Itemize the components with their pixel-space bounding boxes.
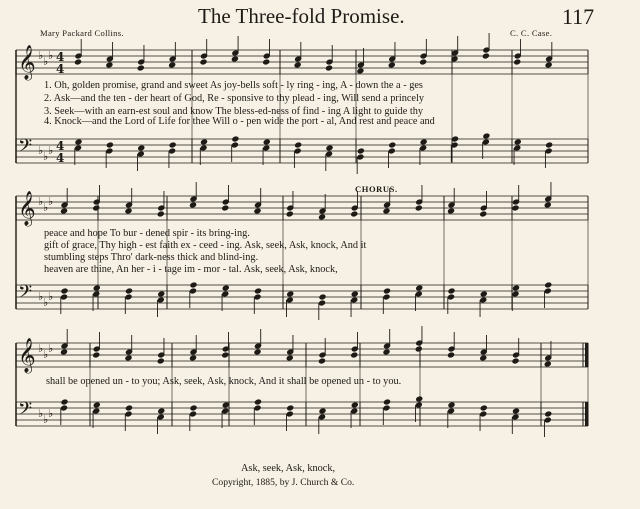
note-head bbox=[415, 395, 423, 402]
note-head bbox=[157, 210, 165, 217]
note-head bbox=[189, 354, 197, 361]
note-head bbox=[124, 207, 132, 214]
note-head bbox=[480, 404, 488, 411]
note-head bbox=[157, 407, 165, 414]
verse-line-9: shall be opened un - to you; Ask, seek, Ask, knock, And it shall be opened un - to you. bbox=[46, 376, 402, 387]
time-signature: 4 bbox=[56, 50, 65, 64]
note-head bbox=[125, 404, 133, 411]
note-head bbox=[447, 287, 455, 294]
note-head bbox=[482, 132, 490, 139]
bass-clef-icon: 𝄢 bbox=[18, 136, 33, 161]
verse-line-2: 2. Ask—and the ten - der heart of God, Re - sponsive to thy plead - ing, Will send a princely bbox=[44, 93, 425, 104]
note-head bbox=[231, 55, 239, 62]
time-signature: 4 bbox=[56, 139, 65, 153]
note-head bbox=[189, 281, 197, 288]
flat-icon: ♭ bbox=[48, 290, 54, 303]
note-head bbox=[60, 207, 68, 214]
note-head bbox=[318, 357, 326, 364]
note-head bbox=[325, 144, 333, 151]
note-head bbox=[157, 290, 165, 297]
flat-icon: ♭ bbox=[48, 342, 54, 355]
note-head bbox=[383, 398, 391, 405]
note-head bbox=[189, 201, 197, 208]
note-head bbox=[93, 284, 101, 291]
composer-credit: C. C. Case. bbox=[510, 28, 553, 38]
flat-icon: ♭ bbox=[43, 296, 49, 309]
final-barline bbox=[585, 402, 588, 426]
verse-line-1: 1. Oh, golden promise, grand and sweet As joy-bells soft - ly ring - ing, A - down the a - ges bbox=[44, 80, 423, 91]
verse-line-5: peace and hope To bur - dened spir - its bring-ing. bbox=[44, 228, 250, 239]
note-head bbox=[325, 64, 333, 71]
flat-icon: ♭ bbox=[38, 49, 44, 62]
note-head bbox=[137, 64, 145, 71]
note-head bbox=[388, 61, 396, 68]
treble-clef-icon: 𝄞 bbox=[18, 191, 36, 226]
chorus-label: CHORUS. bbox=[355, 184, 398, 194]
note-head bbox=[286, 404, 294, 411]
note-head bbox=[106, 141, 114, 148]
note-head bbox=[294, 61, 302, 68]
time-signature: 4 bbox=[56, 151, 65, 165]
note-head bbox=[254, 398, 262, 405]
verse-line-4: 4. Knock—and the Lord of Life for thee Will o - pen wide the port - al, And rest and peace and bbox=[44, 116, 435, 127]
flat-icon: ♭ bbox=[38, 144, 44, 157]
note-head bbox=[479, 210, 487, 217]
bass-clef-icon: 𝄢 bbox=[18, 399, 33, 424]
flat-icon: ♭ bbox=[43, 150, 49, 163]
note-head bbox=[60, 287, 68, 294]
note-head bbox=[357, 147, 365, 154]
note-head bbox=[125, 287, 133, 294]
verse-line-8: heaven are thine, An her - i - tage im - mor - tal. Ask, seek, Ask, knock, bbox=[44, 264, 338, 275]
note-head bbox=[286, 354, 294, 361]
treble-clef-icon: 𝄞 bbox=[18, 338, 36, 373]
note-head bbox=[447, 401, 455, 408]
verse-line-6: gift of grace, Thy high - est faith ex - ceed - ing. Ask, seek, Ask, knock, And it bbox=[44, 240, 367, 251]
note-head bbox=[222, 284, 230, 291]
time-signature: 4 bbox=[56, 62, 65, 76]
treble-clef-icon: 𝄞 bbox=[18, 45, 36, 80]
note-head bbox=[199, 58, 207, 65]
verse-line-3: 3. Seek—with an earn-est soul and know The bless-ed-ness of find - ing A light to guide thy bbox=[44, 106, 424, 117]
note-head bbox=[253, 207, 261, 214]
note-head bbox=[351, 401, 359, 408]
note-head bbox=[388, 141, 396, 148]
note-head bbox=[60, 398, 68, 405]
note-head bbox=[221, 204, 229, 211]
note-head bbox=[511, 357, 519, 364]
flat-icon: ♭ bbox=[43, 413, 49, 426]
page-title: The Three-fold Promise. bbox=[198, 4, 405, 28]
flat-icon: ♭ bbox=[48, 407, 54, 420]
note-head bbox=[168, 61, 176, 68]
note-head bbox=[545, 141, 553, 148]
note-head bbox=[544, 360, 552, 367]
final-barline bbox=[585, 343, 588, 367]
note-head bbox=[318, 293, 326, 300]
note-head bbox=[482, 52, 490, 59]
note-head bbox=[544, 201, 552, 208]
flat-icon: ♭ bbox=[38, 195, 44, 208]
note-head bbox=[415, 345, 423, 352]
note-head bbox=[74, 138, 82, 145]
note-head bbox=[124, 354, 132, 361]
note-head bbox=[137, 144, 145, 151]
note-head bbox=[286, 210, 294, 217]
note-head bbox=[169, 141, 177, 148]
note-head bbox=[74, 58, 82, 65]
note-head bbox=[447, 207, 455, 214]
flat-icon: ♭ bbox=[38, 290, 44, 303]
copyright: Copyright, 1885, by J. Church & Co. bbox=[212, 477, 355, 488]
verse-line-7: stumbling steps Thro' dark-ness thick and blind-ing. bbox=[44, 252, 259, 263]
note-head bbox=[350, 210, 358, 217]
note-head bbox=[263, 138, 271, 145]
note-head bbox=[382, 348, 390, 355]
flat-icon: ♭ bbox=[43, 201, 49, 214]
page-number: 117 bbox=[562, 4, 595, 29]
flat-icon: ♭ bbox=[38, 407, 44, 420]
flat-icon: ♭ bbox=[48, 195, 54, 208]
note-head bbox=[157, 357, 165, 364]
author-credit: Mary Packard Collins. bbox=[40, 28, 124, 38]
flat-icon: ♭ bbox=[48, 144, 54, 157]
flat-icon: ♭ bbox=[48, 49, 54, 62]
note-head bbox=[512, 284, 520, 291]
note-head bbox=[545, 61, 553, 68]
note-head bbox=[356, 67, 364, 74]
note-head bbox=[93, 401, 101, 408]
note-head bbox=[383, 287, 391, 294]
note-head bbox=[512, 407, 520, 414]
note-head bbox=[415, 204, 423, 211]
note-head bbox=[262, 58, 270, 65]
bass-clef-icon: 𝄢 bbox=[18, 282, 33, 307]
note-head bbox=[351, 290, 359, 297]
note-head bbox=[318, 407, 326, 414]
note-head bbox=[514, 138, 522, 145]
note-head bbox=[254, 287, 262, 294]
flat-icon: ♭ bbox=[43, 55, 49, 68]
note-head bbox=[544, 410, 552, 417]
note-head bbox=[231, 135, 239, 142]
note-head bbox=[544, 281, 552, 288]
note-head bbox=[294, 141, 302, 148]
note-head bbox=[511, 204, 519, 211]
note-head bbox=[513, 58, 521, 65]
note-head bbox=[286, 290, 294, 297]
note-head bbox=[105, 61, 113, 68]
note-head bbox=[415, 284, 423, 291]
note-head bbox=[420, 138, 428, 145]
note-head bbox=[221, 351, 229, 358]
note-head bbox=[419, 58, 427, 65]
note-head bbox=[189, 404, 197, 411]
note-head bbox=[253, 348, 261, 355]
note-head bbox=[447, 351, 455, 358]
note-head bbox=[480, 290, 488, 297]
note-head bbox=[382, 207, 390, 214]
note-head bbox=[479, 354, 487, 361]
note-head bbox=[92, 351, 100, 358]
note-head bbox=[318, 213, 326, 220]
note-head bbox=[60, 348, 68, 355]
note-head bbox=[350, 351, 358, 358]
note-head bbox=[92, 204, 100, 211]
bass-response: Ask, seek, Ask, knock, bbox=[241, 463, 336, 474]
flat-icon: ♭ bbox=[38, 342, 44, 355]
note-head bbox=[200, 138, 208, 145]
flat-icon: ♭ bbox=[43, 348, 49, 361]
